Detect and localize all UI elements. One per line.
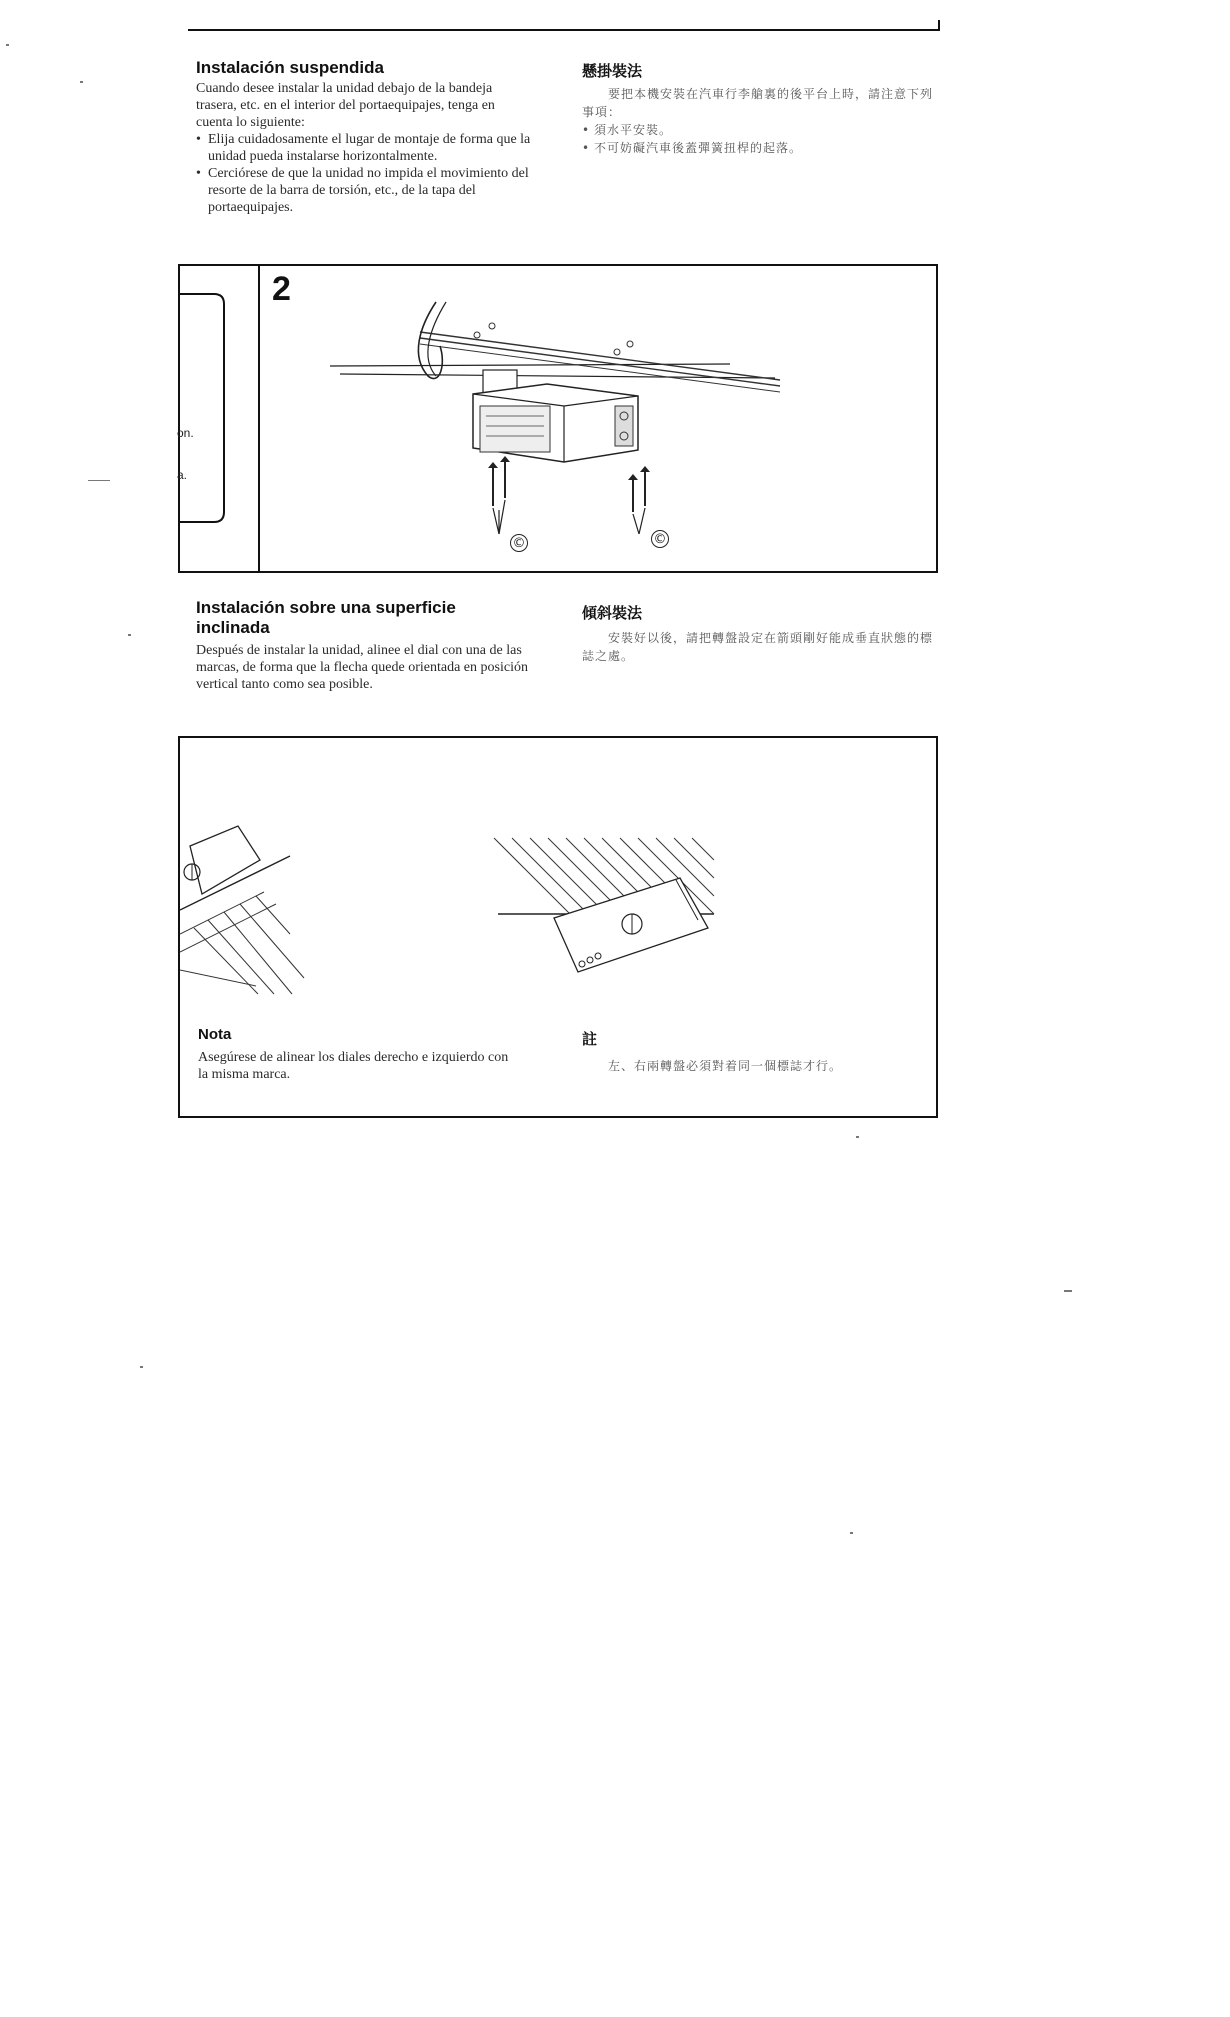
callout-c-right: © [651,530,669,548]
inclined-section-spanish [196,598,536,693]
top-rule [188,29,940,31]
scan-speck [128,634,131,636]
inclined-body: Después de instalar la unidad, alinee el dial con una de las marcas, de forma que la flecha quede orientada en posición vertical tanto como sea posible. [196,643,528,692]
suspended-section-chinese [582,60,934,157]
list-item: • Elija cuidadosamente el lugar de montaje de forma que la unidad pueda instalarse horizontalmente. [196,131,531,165]
inclined-heading: Instalación sobre una superficie inclinada [196,598,456,637]
suspended-bullets [196,131,531,216]
scan-speck [140,1366,143,1368]
list-item: • 不可妨礙汽車後蓋彈簧扭桿的起落。 [582,139,934,157]
note-cjk-body: 左、右兩轉盤必須對着同一個標誌才行。 [608,1059,843,1073]
scan-speck [850,1532,853,1534]
note-section-spanish [198,1026,518,1083]
top-rule-tick [938,20,940,31]
suspended-cjk-bullets [582,121,934,157]
note-section-chinese [582,1028,922,1075]
figure-2-panel [178,264,938,573]
scan-speck [856,1136,859,1138]
suspended-section-spanish [196,58,531,216]
inclined-cjk-heading: 傾斜裝法 [582,604,643,622]
scan-speck [1064,1290,1072,1292]
list-item: • Cerciórese de que la unidad no impida el movimiento del resorte de la barra de torsión, etc., de la tapa del portaequipajes. [196,165,531,216]
scan-speck [80,81,83,83]
callout-c-left: © [510,534,528,552]
inclined-cjk-body: 安裝好以後，請把轉盤設定在箭頭剛好能成垂直狀態的標誌之處。 [582,631,934,663]
figure-number: 2 [272,270,291,308]
adjacent-page-fragment-1: on. [177,426,194,440]
adjacent-page-bracket [178,290,228,530]
inclined-mount-illustration [180,738,936,998]
scan-speck [88,480,110,481]
note-heading: Nota [198,1026,232,1043]
list-item: • 須水平安裝。 [582,121,934,139]
suspended-intro: Cuando desee instalar la unidad debajo de la bandeja trasera, etc. en el interior del portaequipajes, tenga en cuenta lo siguiente: [196,81,495,130]
scan-speck [6,44,9,46]
inclined-section-chinese [582,602,934,665]
suspended-heading: Instalación suspendida [196,58,384,77]
suspended-cjk-intro: 要把本機安裝在汽車行李艙裏的後平台上時，請注意下列事項： [582,87,934,119]
note-body: Asegúrese de alinear los diales derecho e izquierdo con la misma marca. [198,1050,509,1082]
note-cjk-heading: 註 [582,1030,598,1048]
adjacent-page-fragment-2: a. [177,468,188,482]
suspended-cjk-heading: 懸掛裝法 [582,62,643,80]
ceiling-mount-illustration [260,266,936,571]
inclined-figure-panel [178,736,938,1118]
